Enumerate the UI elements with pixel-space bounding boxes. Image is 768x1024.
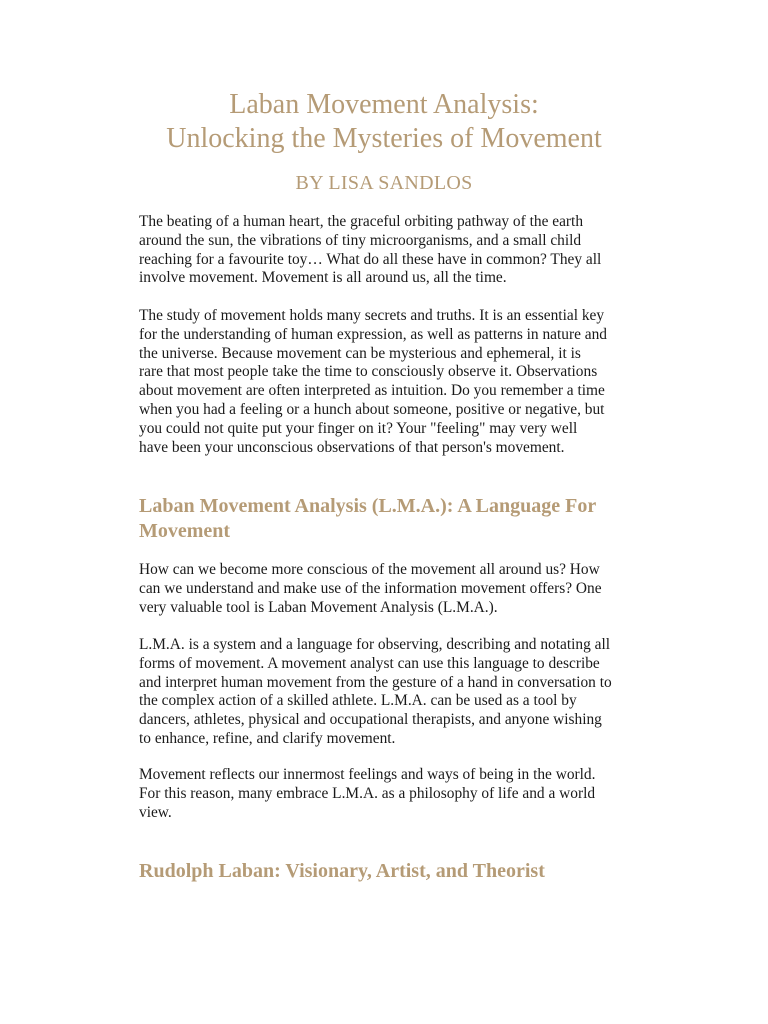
intro-paragraph-1 bbox=[139, 213, 679, 288]
intro-paragraph-2 bbox=[139, 307, 679, 457]
text-line: can we understand and make use of the information movement offers? One bbox=[139, 579, 602, 597]
text-line: rare that most people take the time to consciously observe it. Observations bbox=[139, 363, 598, 381]
text-line: involve movement. Movement is all around us, all the time. bbox=[139, 269, 507, 287]
lma-paragraph-3 bbox=[139, 766, 679, 822]
text-line: the complex action of a skilled athlete. L.M.A. can be used as a tool by bbox=[139, 692, 577, 710]
text-line: The study of movement holds many secrets and truths. It is an essential key bbox=[139, 307, 605, 324]
text-line: around the sun, the vibrations of tiny microorganisms, and a small child bbox=[139, 231, 582, 249]
title-line-2: Unlocking the Mysteries of Movement bbox=[166, 123, 602, 154]
text-line: reaching for a favourite toy… What do all these have in common? They all bbox=[139, 250, 602, 268]
text-line: the universe. Because movement can be mysterious and ephemeral, it is bbox=[139, 344, 581, 362]
text-line: For this reason, many embrace L.M.A. as a philosophy of life and a world bbox=[139, 784, 596, 802]
heading-line: Rudolph Laban: Visionary, Artist, and Theorist bbox=[139, 860, 545, 882]
text-line: have been your unconscious observations of that person's movement. bbox=[139, 438, 565, 456]
text-line: How can we become more conscious of the movement all around us? How bbox=[139, 561, 600, 578]
text-line: to enhance, refine, and clarify movement. bbox=[139, 729, 396, 747]
heading-line: Movement bbox=[139, 520, 231, 542]
text-line: very valuable tool is Laban Movement Analysis (L.M.A.). bbox=[139, 598, 498, 616]
text-line: you could not quite put your finger on it? Your "feeling" may very well bbox=[139, 419, 578, 437]
lma-paragraph-1 bbox=[139, 561, 679, 617]
lma-paragraph-2 bbox=[139, 636, 679, 749]
text-line: and interpret human movement from the gesture of a hand in conversation to bbox=[139, 673, 612, 691]
text-line: Movement reflects our innermost feelings and ways of being in the world. bbox=[139, 766, 596, 783]
text-line: view. bbox=[139, 803, 172, 821]
section-heading-lma bbox=[139, 494, 699, 544]
text-line: dancers, athletes, physical and occupational therapists, and anyone wishing bbox=[139, 711, 602, 729]
section-heading-rudolph-laban bbox=[139, 859, 699, 884]
title-line-1: Laban Movement Analysis: bbox=[229, 89, 539, 120]
text-line: when you had a feeling or a hunch about someone, positive or negative, but bbox=[139, 400, 605, 418]
text-line: forms of movement. A movement analyst can use this language to describe bbox=[139, 654, 600, 672]
text-line: about movement are often interpreted as intuition. Do you remember a time bbox=[139, 382, 605, 400]
byline: BY LISA SANDLOS bbox=[295, 172, 473, 194]
text-line: The beating of a human heart, the graceful orbiting pathway of the earth bbox=[139, 213, 584, 230]
text-line: L.M.A. is a system and a language for observing, describing and notating all bbox=[139, 636, 611, 653]
heading-line: Laban Movement Analysis (L.M.A.): A Language For bbox=[139, 495, 597, 517]
text-line: for the understanding of human expression, as well as patterns in nature and bbox=[139, 325, 608, 343]
